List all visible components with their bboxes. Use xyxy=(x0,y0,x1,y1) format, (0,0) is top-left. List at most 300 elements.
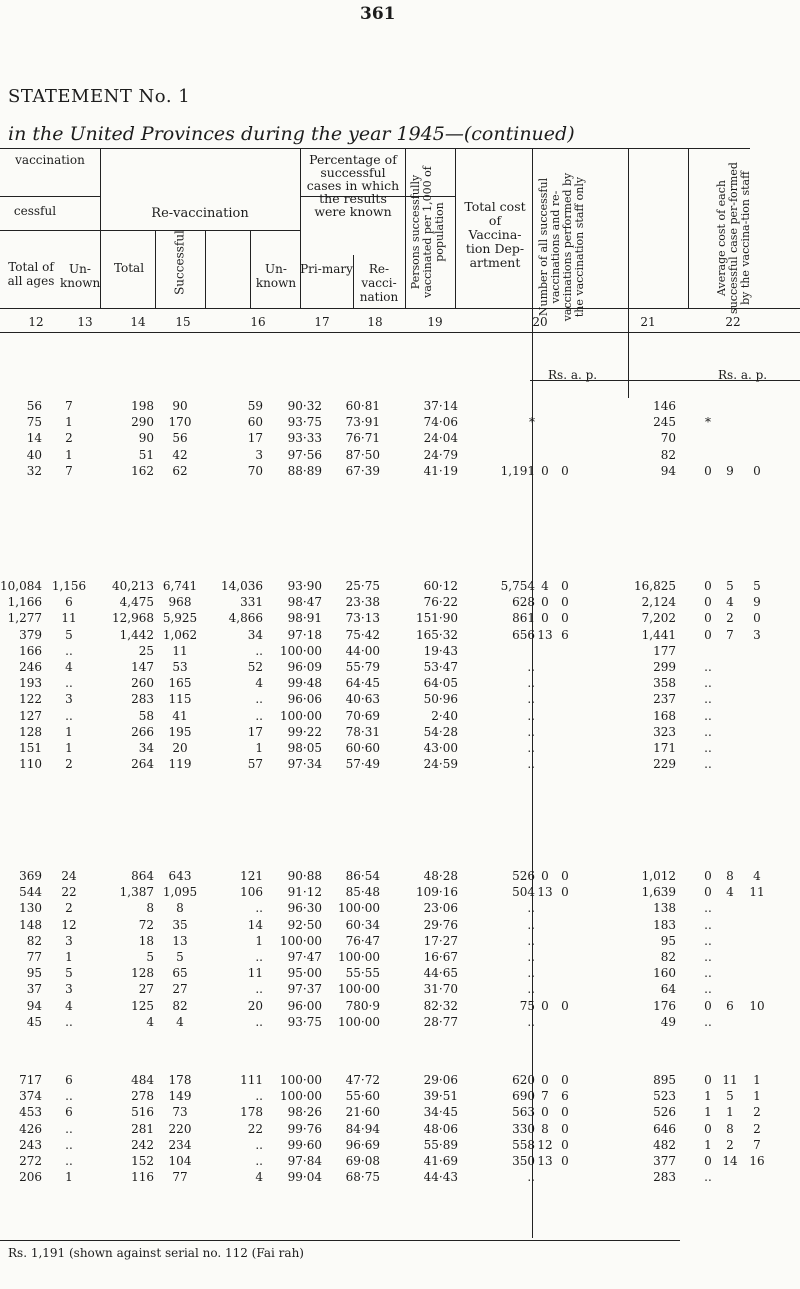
table-cell: .. xyxy=(527,1014,535,1029)
table-cell: 165 xyxy=(168,676,192,691)
table-cell: 1,442 xyxy=(119,627,154,642)
table-cell: 125 xyxy=(131,998,154,1013)
table-cell: 0 xyxy=(561,998,569,1013)
table-cell: 98·26 xyxy=(287,1105,322,1120)
table-cell: 99·04 xyxy=(287,1170,322,1185)
table-cell: .. xyxy=(255,1014,263,1029)
table-cell: .. xyxy=(704,708,712,723)
table-cell: 91·12 xyxy=(287,885,322,900)
table-cell: 97·84 xyxy=(287,1154,322,1168)
table-row xyxy=(0,578,790,594)
header-divider xyxy=(100,148,101,308)
table-cell: .. xyxy=(704,724,712,739)
table-cell: 11 xyxy=(172,643,188,658)
table-cell: .. xyxy=(527,676,535,691)
table-cell: .. xyxy=(704,676,712,691)
table-bottom-rule xyxy=(0,1240,680,1241)
table-cell: 278 xyxy=(131,1089,154,1104)
table-cell: 17 xyxy=(247,431,263,446)
column-number: 13 xyxy=(77,315,93,329)
table-cell: 7 xyxy=(753,1137,761,1152)
table-cell: 0 xyxy=(561,611,569,626)
table-cell: 3 xyxy=(65,692,73,707)
column-number: 17 xyxy=(314,315,330,329)
table-cell: 331 xyxy=(240,595,263,610)
table-cell: 67·39 xyxy=(345,463,380,478)
table-cell: 40 xyxy=(26,447,42,462)
table-cell: 0 xyxy=(704,611,712,626)
table-cell: 73·91 xyxy=(345,415,380,430)
table-cell: 646 xyxy=(653,1121,676,1136)
table-cell: 50·96 xyxy=(423,692,458,707)
table-cell: 198 xyxy=(131,399,154,413)
table-cell: * xyxy=(529,415,535,430)
table-cell: 151 xyxy=(19,741,42,755)
table-cell: 62 xyxy=(172,463,188,478)
table-cell: 246 xyxy=(19,660,42,674)
table-cell: 70·69 xyxy=(345,708,380,723)
table-cell: 115 xyxy=(168,692,192,707)
table-cell: 128 xyxy=(131,966,154,981)
table-cell: 3 xyxy=(255,447,263,462)
table-cell: 2,124 xyxy=(641,595,676,610)
table-cell: 4 xyxy=(255,1170,263,1185)
table-cell: 229 xyxy=(653,757,676,772)
table-cell: 16 xyxy=(749,1154,765,1168)
table-cell: 40·63 xyxy=(345,692,380,707)
table-cell: 656 xyxy=(512,627,535,642)
table-cell: 0 xyxy=(541,611,549,626)
table-cell: 504 xyxy=(512,885,535,900)
table-cell: 18 xyxy=(138,933,154,948)
table-cell: 34·45 xyxy=(423,1105,458,1120)
table-cell: 14 xyxy=(247,917,263,932)
units-col20: Rs. a. p. xyxy=(548,368,598,382)
table-cell: 1,277 xyxy=(7,611,42,626)
table-cell: 116 xyxy=(131,1170,154,1185)
table-cell: 41 xyxy=(172,708,188,723)
table-cell: 65 xyxy=(172,966,188,981)
table-cell: 90·88 xyxy=(287,869,322,883)
table-cell: 19·43 xyxy=(423,643,458,658)
table-cell: 0 xyxy=(561,1121,569,1136)
table-cell: 299 xyxy=(653,660,676,674)
table-cell: 57 xyxy=(247,757,263,772)
table-cell: 8 xyxy=(176,901,184,916)
table-cell: .. xyxy=(255,643,263,658)
table-cell: 1 xyxy=(704,1105,712,1120)
table-cell: .. xyxy=(255,1137,263,1152)
table-cell: 4 xyxy=(65,998,73,1013)
table-cell: 323 xyxy=(653,724,676,739)
table-cell: 260 xyxy=(131,676,154,691)
table-cell: 264 xyxy=(131,757,154,772)
header-vaccination: vaccination xyxy=(15,153,85,167)
table-cell: 29·76 xyxy=(423,917,458,932)
table-cell: 25 xyxy=(138,643,154,658)
page-number: 361 xyxy=(360,4,396,24)
table-cell: 70 xyxy=(660,431,676,446)
table-row xyxy=(0,1153,790,1169)
table-cell: 97·37 xyxy=(287,982,322,997)
table-cell: 82 xyxy=(172,998,188,1013)
table-cell: 0 xyxy=(704,579,712,593)
table-cell: 27 xyxy=(138,982,154,997)
table-cell: 90 xyxy=(172,399,188,413)
table-cell: 0 xyxy=(561,1073,569,1087)
column-number: 16 xyxy=(250,315,266,329)
table-cell: 861 xyxy=(512,611,535,626)
table-cell: 864 xyxy=(131,869,154,883)
header-percentage: Percentage of successful cases in which the results were known xyxy=(306,152,400,219)
table-cell: 171 xyxy=(653,741,676,755)
header-divider xyxy=(405,148,406,308)
table-cell: 1,387 xyxy=(119,885,154,900)
table-cell: 558 xyxy=(512,1137,535,1152)
table-cell: 93·75 xyxy=(287,415,322,430)
table-cell: 9 xyxy=(753,595,761,610)
table-cell: 160 xyxy=(653,966,676,981)
table-cell: .. xyxy=(704,1170,712,1185)
table-cell: 1 xyxy=(65,1170,73,1185)
header-divider xyxy=(688,148,689,308)
table-cell: 130 xyxy=(19,901,42,916)
table-cell: 49 xyxy=(660,1014,676,1029)
table-cell: 100·00 xyxy=(280,1089,322,1104)
table-cell: 37·14 xyxy=(423,399,458,413)
table-cell: 5 xyxy=(176,950,184,964)
table-cell: 526 xyxy=(653,1105,676,1120)
table-cell: 283 xyxy=(653,1170,676,1185)
table-row xyxy=(0,398,790,414)
table-cell: 5,754 xyxy=(500,579,535,593)
table-cell: 330 xyxy=(512,1121,535,1136)
table-cell: 2·40 xyxy=(431,708,458,723)
table-cell: 96·00 xyxy=(287,998,322,1013)
table-cell: 60·34 xyxy=(345,917,380,932)
table-cell: 0 xyxy=(704,627,712,642)
table-cell: 97·56 xyxy=(287,447,322,462)
table-cell: .. xyxy=(65,1014,73,1029)
table-cell: 1 xyxy=(65,724,73,739)
table-cell: 780·9 xyxy=(345,998,380,1013)
table-cell: 195 xyxy=(168,724,192,739)
colnum-rule xyxy=(0,332,800,333)
table-cell: 76·47 xyxy=(345,933,380,948)
table-cell: 93·90 xyxy=(287,579,322,593)
table-cell: 690 xyxy=(512,1089,535,1104)
column-number: 18 xyxy=(367,315,383,329)
table-cell: 369 xyxy=(19,869,42,883)
table-row xyxy=(0,1121,790,1137)
table-row xyxy=(0,430,790,446)
table-cell: 523 xyxy=(653,1089,676,1104)
header-primary: Pri-mary xyxy=(300,262,353,276)
table-row xyxy=(0,708,790,724)
table-cell: 104 xyxy=(168,1154,192,1168)
table-cell: 90·32 xyxy=(287,399,322,413)
table-row xyxy=(0,594,790,610)
table-cell: 2 xyxy=(65,431,73,446)
table-cell: 11 xyxy=(61,611,77,626)
table-cell: 55·55 xyxy=(345,966,380,981)
table-cell: .. xyxy=(527,1170,535,1185)
table-row xyxy=(0,917,790,933)
table-cell: 98·47 xyxy=(287,595,322,610)
table-cell: .. xyxy=(255,692,263,707)
table-cell: 76·71 xyxy=(345,431,380,446)
header-top-rule xyxy=(0,148,750,149)
table-cell: 4 xyxy=(726,885,734,900)
table-cell: 14 xyxy=(26,431,42,446)
table-cell: 0 xyxy=(561,1137,569,1152)
table-cell: 3 xyxy=(65,982,73,997)
table-cell: 1 xyxy=(255,741,263,755)
table-cell: 100·00 xyxy=(280,708,322,723)
table-cell: 95 xyxy=(26,966,42,981)
table-cell: .. xyxy=(65,1154,73,1168)
table-cell: 379 xyxy=(19,627,42,642)
table-cell: 72 xyxy=(138,917,154,932)
table-cell: .. xyxy=(527,933,535,948)
table-cell: 68·75 xyxy=(345,1170,380,1185)
table-cell: 73·13 xyxy=(345,611,380,626)
table-cell: 69·08 xyxy=(345,1154,380,1168)
table-cell: .. xyxy=(527,917,535,932)
table-cell: 60·60 xyxy=(345,741,380,755)
table-cell: 183 xyxy=(653,917,676,932)
table-cell: 94 xyxy=(26,998,42,1013)
table-cell: 40,213 xyxy=(112,579,154,593)
table-cell: 272 xyxy=(19,1154,42,1168)
table-cell: 168 xyxy=(653,708,676,723)
table-cell: 32 xyxy=(26,463,42,478)
table-cell: 6 xyxy=(561,627,569,642)
table-cell: 176 xyxy=(653,998,676,1013)
table-cell: 146 xyxy=(653,399,676,413)
table-row xyxy=(0,965,790,981)
table-cell: 97·18 xyxy=(287,627,322,642)
table-cell: 453 xyxy=(19,1105,42,1120)
table-cell: 90 xyxy=(138,431,154,446)
table-cell: 4 xyxy=(176,1014,184,1029)
table-cell: 99·48 xyxy=(287,676,322,691)
table-cell: 0 xyxy=(704,595,712,610)
table-cell: 60·81 xyxy=(345,399,380,413)
table-cell: 11 xyxy=(247,966,263,981)
table-cell: 73 xyxy=(172,1105,188,1120)
header-cessful: cessful xyxy=(13,204,57,218)
table-cell: * xyxy=(705,415,711,430)
table-cell: 60·12 xyxy=(423,579,458,593)
header-revaccination: Re-vaccination xyxy=(151,206,249,221)
table-cell: 99·60 xyxy=(287,1137,322,1152)
table-cell: 6 xyxy=(65,1073,73,1087)
table-cell: 1 xyxy=(65,415,73,430)
table-cell: 563 xyxy=(512,1105,535,1120)
table-cell: 1,012 xyxy=(641,869,676,883)
table-cell: .. xyxy=(527,741,535,755)
table-cell: .. xyxy=(65,643,73,658)
table-cell: 620 xyxy=(512,1073,535,1087)
table-cell: .. xyxy=(65,1089,73,1104)
table-cell: 7 xyxy=(65,399,73,413)
header-total: Total xyxy=(113,261,145,275)
table-cell: 717 xyxy=(19,1073,42,1087)
table-cell: 138 xyxy=(653,901,676,916)
table-cell: 5 xyxy=(753,579,761,593)
table-cell: 0 xyxy=(704,463,712,478)
table-cell: 60 xyxy=(247,415,263,430)
table-cell: 111 xyxy=(240,1073,263,1087)
table-cell: 0 xyxy=(561,869,569,883)
table-cell: 84·94 xyxy=(345,1121,380,1136)
table-cell: 96·69 xyxy=(345,1137,380,1152)
table-cell: 0 xyxy=(561,579,569,593)
table-cell: 628 xyxy=(512,595,535,610)
table-row xyxy=(0,1088,790,1104)
table-cell: 2 xyxy=(726,1137,734,1152)
table-cell: 43·00 xyxy=(423,741,458,755)
table-cell: 234 xyxy=(168,1137,192,1152)
table-cell: 35 xyxy=(172,917,188,932)
table-cell: 0 xyxy=(561,1154,569,1168)
table-cell: .. xyxy=(527,692,535,707)
table-cell: 1,441 xyxy=(641,627,676,642)
table-cell: 70 xyxy=(247,463,263,478)
table-cell: 4 xyxy=(726,595,734,610)
table-cell: 57·49 xyxy=(345,757,380,772)
table-cell: 0 xyxy=(704,1073,712,1087)
table-cell: 16,825 xyxy=(634,579,676,593)
table-row xyxy=(0,900,790,916)
table-row xyxy=(0,1104,790,1120)
table-cell: 41·19 xyxy=(423,463,458,478)
table-cell: 6 xyxy=(65,1105,73,1120)
table-cell: 53·47 xyxy=(423,660,458,674)
table-cell: .. xyxy=(704,933,712,948)
table-cell: 75 xyxy=(26,415,42,430)
table-cell: 5 xyxy=(65,627,73,642)
column-number: 20 xyxy=(532,315,548,329)
table-cell: 151·90 xyxy=(416,611,458,626)
table-cell: 64·45 xyxy=(345,676,380,691)
table-cell: 0 xyxy=(541,463,549,478)
table-cell: 11 xyxy=(749,885,765,900)
table-cell: 178 xyxy=(240,1105,263,1120)
table-cell: 243 xyxy=(19,1137,42,1152)
table-cell: 82 xyxy=(660,447,676,462)
table-cell: 100·00 xyxy=(280,643,322,658)
header-divider xyxy=(205,230,206,308)
table-cell: 23·38 xyxy=(345,595,380,610)
table-cell: 75·42 xyxy=(345,627,380,642)
table-cell: 4 xyxy=(65,660,73,674)
table-cell: 74·06 xyxy=(423,415,458,430)
table-cell: 47·72 xyxy=(345,1073,380,1087)
header-unknown-2: Un-known xyxy=(255,262,297,290)
table-cell: .. xyxy=(704,917,712,932)
table-cell: .. xyxy=(704,741,712,755)
table-cell: 56 xyxy=(172,431,188,446)
table-row xyxy=(0,1169,790,1185)
header-persons: Persons successfully vaccinated per 1,000 of population xyxy=(409,166,446,298)
table-row xyxy=(0,1137,790,1153)
table-cell: 85·48 xyxy=(345,885,380,900)
table-cell: 28·77 xyxy=(423,1014,458,1029)
table-cell: 1 xyxy=(255,933,263,948)
table-cell: 106 xyxy=(240,885,263,900)
table-cell: 96·06 xyxy=(287,692,322,707)
table-cell: 76·22 xyxy=(423,595,458,610)
table-cell: .. xyxy=(527,982,535,997)
table-cell: 99·22 xyxy=(287,724,322,739)
table-cell: 99·76 xyxy=(287,1121,322,1136)
table-cell: 11 xyxy=(722,1073,738,1087)
table-cell: .. xyxy=(704,950,712,964)
table-cell: .. xyxy=(704,660,712,674)
table-cell: 122 xyxy=(19,692,42,707)
table-cell: .. xyxy=(255,708,263,723)
table-row xyxy=(0,691,790,707)
header-revacc: Re-vacci-nation xyxy=(359,262,399,304)
table-cell: 24·79 xyxy=(423,447,458,462)
table-cell: 44·65 xyxy=(423,966,458,981)
table-cell: 24·04 xyxy=(423,431,458,446)
table-cell: .. xyxy=(704,966,712,981)
table-cell: 5 xyxy=(726,579,734,593)
table-cell: 149 xyxy=(168,1089,192,1104)
table-cell: 0 xyxy=(541,1073,549,1087)
statement-subtitle: in the United Provinces during the year 1945—(continued) xyxy=(8,123,575,145)
table-cell: 34 xyxy=(138,741,154,755)
table-cell: 166 xyxy=(19,643,42,658)
table-cell: 59 xyxy=(247,399,263,413)
table-cell: 4 xyxy=(541,579,549,593)
table-cell: 110 xyxy=(19,757,42,772)
header-successful: Successful xyxy=(172,230,187,295)
table-cell: .. xyxy=(255,982,263,997)
table-row xyxy=(0,868,790,884)
table-cell: 44·00 xyxy=(345,643,380,658)
table-cell: 4 xyxy=(753,869,761,883)
table-row xyxy=(0,463,790,479)
table-cell: 1 xyxy=(704,1089,712,1104)
table-cell: 4,866 xyxy=(228,611,263,626)
table-cell: 177 xyxy=(653,643,676,658)
table-cell: 2 xyxy=(65,901,73,916)
table-cell: 41·69 xyxy=(423,1154,458,1168)
table-cell: 178 xyxy=(168,1073,192,1087)
table-cell: 100·00 xyxy=(280,933,322,948)
table-row xyxy=(0,643,790,659)
table-cell: 98·91 xyxy=(287,611,322,626)
table-cell: 121 xyxy=(240,869,263,883)
table-cell: 9 xyxy=(726,463,734,478)
table-cell: 1,191 xyxy=(500,463,535,478)
table-cell: 100·00 xyxy=(338,982,380,997)
table-cell: 526 xyxy=(512,869,535,883)
table-cell: 128 xyxy=(19,724,42,739)
table-cell: 93·33 xyxy=(287,431,322,446)
table-cell: 127 xyxy=(19,708,42,723)
table-cell: 206 xyxy=(19,1170,42,1185)
table-cell: 162 xyxy=(131,463,154,478)
table-cell: 14,036 xyxy=(221,579,263,593)
table-cell: 64 xyxy=(660,982,676,997)
table-cell: 100·00 xyxy=(338,950,380,964)
table-cell: 8 xyxy=(726,869,734,883)
